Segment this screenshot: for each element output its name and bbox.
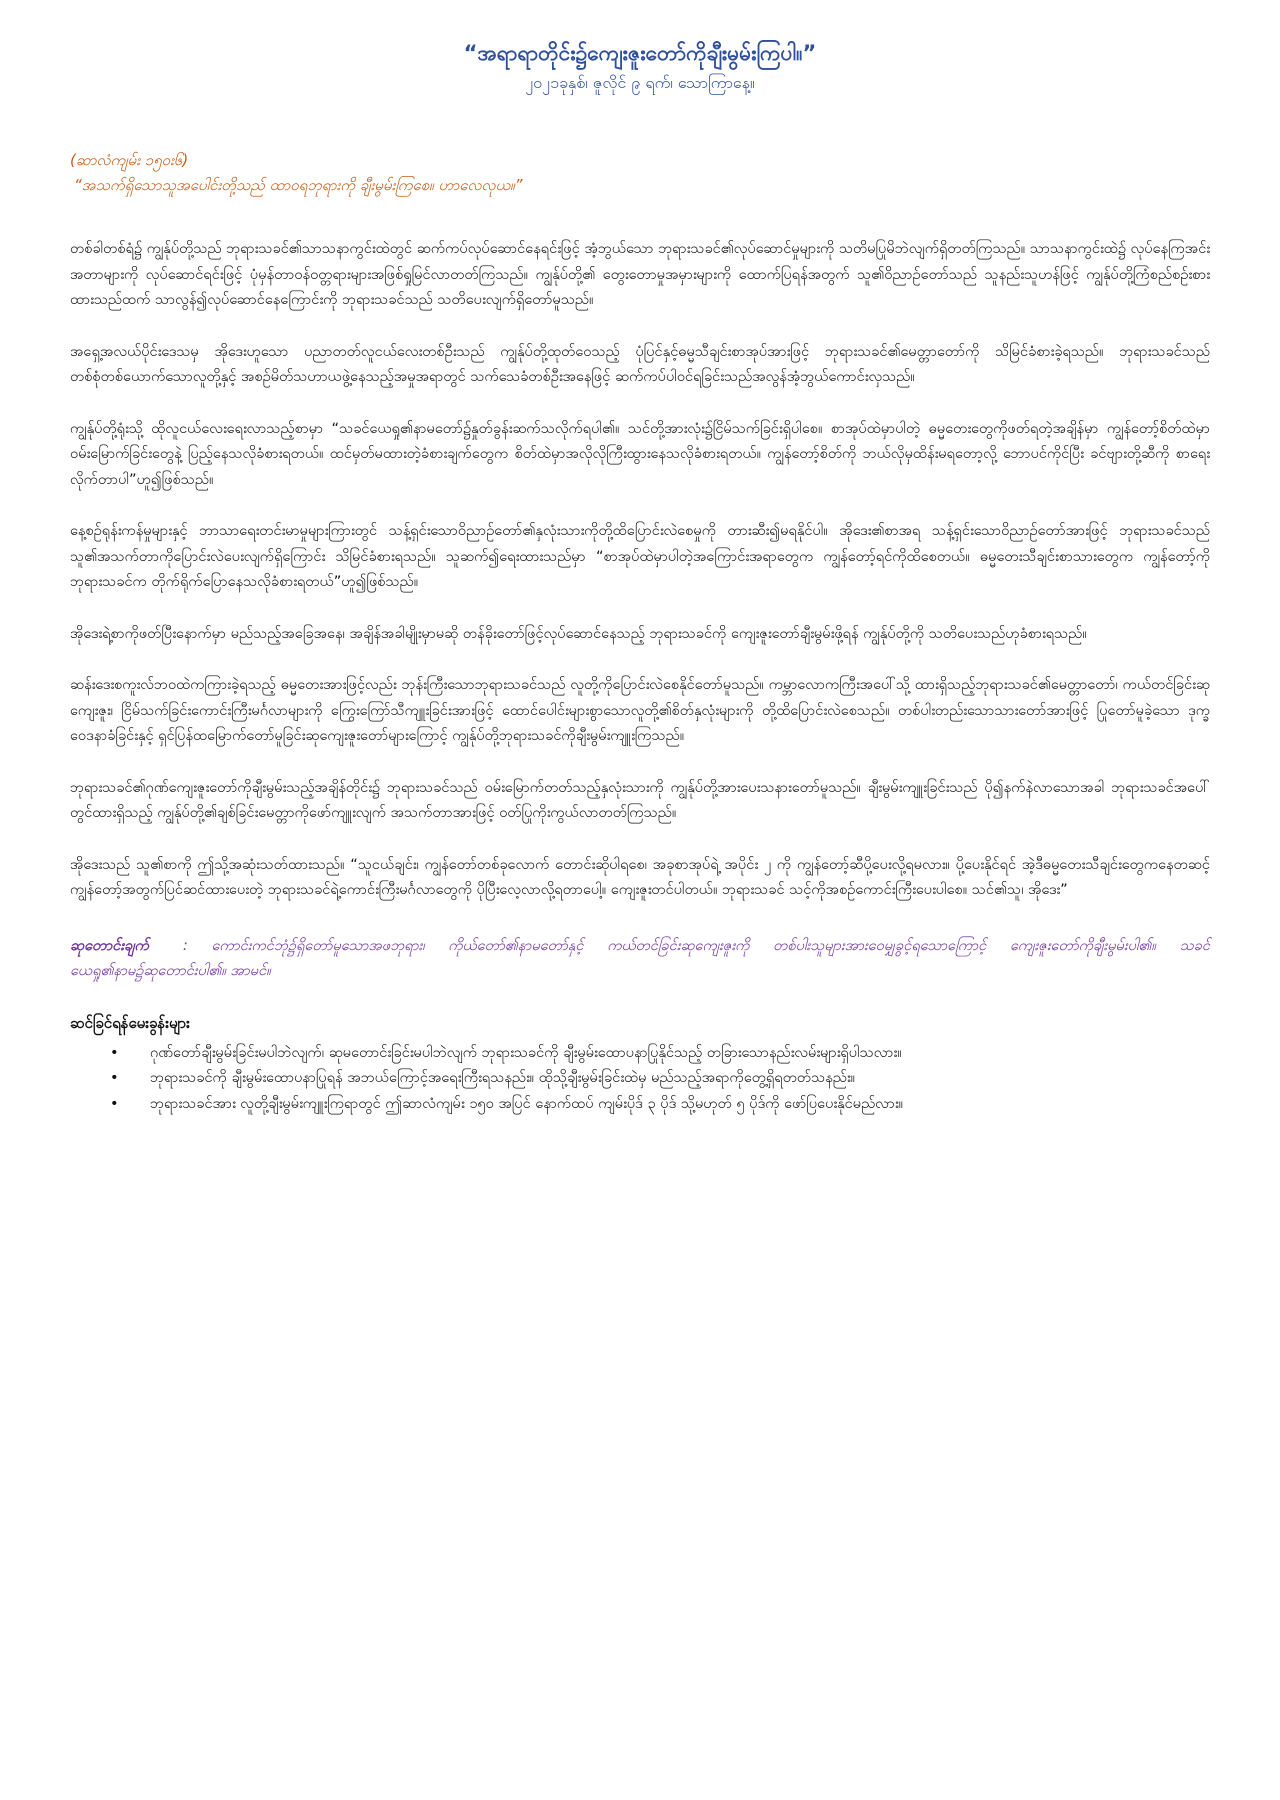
prayer-label: ဆုတောင်းချက် [70, 936, 149, 954]
questions-heading: ဆင်ခြင်ရန်မေးခွန်းများ [70, 1013, 190, 1032]
question-text: ဘုရားသခင်အား လူတို့ချီးမွမ်းကျူးကြရာတွင် ဤဆာလံကျမ်း ၁၅၀ အပြင် နောက်ထပ် ကျမ်းပိုဒ် ၃ ပိုဒ် သို့မဟုတ် ၅ ပိုဒ်ကို ဖော်ပြပေးနိုင်မည်လား။ [150, 1094, 903, 1112]
verse-text: “အသက်ရှိသောသူအပေါင်းတို့သည် ထာဝရဘုရားကို ချီးမွမ်းကြစေ။ ဟာလေလုယ။” [74, 176, 523, 194]
scripture-verse [70, 148, 1210, 198]
paragraph-8: အိုဒေးသည် သူ၏စာကို ဤသို့အဆုံးသတ်ထားသည်။ “သူငယ်ချင်း၊ ကျွန်တော်တစ်ခုလောက် တောင်းဆိုပါရစေ၊ အခုစာအုပ်ရဲ့ အပိုင်း ၂ ကို ကျွန်တော့်ဆီပို့ပေးလို့ရမလား။ ပို့ပေးနိုင်ရင် အဲ့ဒီဓမ္မတေးသီချင်းတွေကနေတဆင့် ကျွန်တော့်အတွက်ပြင်ဆင်ထားပေးတဲ့ ဘုရားသခင်ရဲ့ကောင်းကြီးမင်္ဂလာတွေကို ပိုပြီးလေ့လာလို့ရတာပေါ့။ ကျေးဇူးတင်ပါတယ်။ ဘုရားသခင် သင့်ကိုအစဉ်ကောင်းကြီးပေးပါစေ။ သင်၏သူ၊ အိုဒေး” [70, 855, 1210, 898]
paragraph-1: တစ်ခါတစ်ရံ၌ ကျွန်ုပ်တို့သည် ဘုရားသခင်၏သာသနာကွင်းထဲတွင် ဆက်ကပ်လုပ်ဆောင်နေရင်းဖြင့် အံ့ဘွယ်သော ဘုရားသခင်၏လုပ်ဆောင်မှုများကို သတိမပြုမိဘဲလျက်ရှိတတ်ကြသည်။ သာသနာကွင်းထဲ၌ လုပ်နေကြအင်းအတာများကို လုပ်ဆောင်ရင်းဖြင့် ပုံမှန်တာဝန်ဝတ္တရားများအဖြစ်ရှုမြင်လာတတ်ကြသည်။ ကျွန်ုပ်တို့၏ တွေးတောမှုအမှားများကို ထောက်ပြရန်အတွက် သူ၏ဝိညာဉ်တော်သည် သူနည်းသူဟန်ဖြင့် ကျွန်ုပ်တို့ကြံစည်စဉ်းစားထားသည်ထက် သာလွန်၍လုပ်ဆောင်နေကြောင်းကို ဘုရားသခင်သည် သတိပေးလျက်ရှိတော်မူသည်။ [70, 240, 1210, 308]
prayer [70, 933, 1210, 984]
verse-reference: (ဆာလံကျမ်း ၁၅၀း၆) [70, 151, 189, 169]
prayer-text: : ကောင်းကင်ဘုံ၌ရှိတော်မူသောအဖဘုရား၊ ကိုယ်တော်၏နာမတော်နှင့် ကယ်တင်ခြင်းဆုကျေးဇူးကို တစ်ပါးသူများအားဝေမျှခွင့်ရသောကြောင့် ကျေးဇူးတော်ကိုချီးမွမ်းပါ၏။ သခင်ယေရှု၏နာမ၌ဆုတောင်းပါ၏။ အာမင်။ [70, 936, 1210, 979]
question-text: ဂုဏ်တော်ချီးမွမ်းခြင်းမပါဘဲလျက်၊ ဆုမတောင်းခြင်းမပါဘဲလျက် ဘုရားသခင်ကို ချီးမွမ်းထောပနာပြုနိုင်သည့် တခြားသောနည်းလမ်းများရှိပါသလား။ [150, 1043, 902, 1061]
paragraph-6: ဆန်းဒေးစကူးလ်ဘဝထဲကကြားခဲ့ရသည့် ဓမ္မတေးအားဖြင့်လည်း ဘုန်းကြီးသောဘုရားသခင်သည် လူတို့ကိုပြောင်းလဲစေနိုင်တော်မူသည်။ ကမ္ဘာလောကကြီးအပေါ်သို့ ထားရှိသည့်ဘုရားသခင်၏မေတ္တာတော်၊ ကယ်တင်ခြင်းဆုကျေးဇူး၊ ငြိမ်သက်ခြင်းကောင်းကြီးမင်္ဂလာများကို ကြွေးကြော်သီကျူးခြင်းအားဖြင့် ထောင်ပေါင်းများစွာသောလူတို့၏စိတ်နှလုံးများကို တို့ထိပြောင်းလဲစေသည်။ တစ်ပါးတည်းသောသားတော်အားဖြင့် ပြုတော်မူခဲ့သော ဒုက္ခဝေဒနာခံခြင်းနှင့် ရှင်ပြန်ထမြောက်တော်မူခြင်းဆုကျေးဇူးတော်များကြောင့် ကျွန်ုပ်တို့ဘုရားသခင်ကိုချီးမွမ်းကျူးကြသည်။ [70, 676, 1210, 744]
paragraph-5: အိုဒေးရဲ့စာကိုဖတ်ပြီးနောက်မှာ မည်သည့်အခြေအနေ၊ အချိန်အခါမျိုးမှာမဆို တန်ခိုးတော်ဖြင့်လုပ်ဆောင်နေသည့် ဘုရားသခင်ကို ကျေးဇူးတော်ချီးမွမ်းဖို့ရန် ကျွန်ုပ်တို့ကို သတိပေးသည်ဟုခံစားရသည်။ [70, 624, 1087, 642]
paragraph-7: ဘုရားသခင်၏ဂုဏ်ကျေးဇူးတော်ကိုချီးမွမ်းသည့်အချိန်တိုင်း၌ ဘုရားသခင်သည် ဝမ်းမြောက်တတ်သည့်နှလုံးသားကို ကျွန်ုပ်တို့အားပေးသနားတော်မူသည်။ ချီးမွမ်းကျူးခြင်းသည် ပို၍နက်နဲလာသောအခါ ဘုရားသခင်အပေါ်တွင်ထားရှိသည့် ကျွန်ုပ်တို့၏ချစ်ခြင်းမေတ္တာကိုဖော်ကျူးလျက် အသက်တာအားဖြင့် ဝတ်ပြုကိုးကွယ်လာတတ်ကြသည်။ [70, 778, 1210, 821]
reflection-questions [70, 1010, 1210, 1117]
paragraph-2: အရှေ့အလယ်ပိုင်းဒေသမှ အိုဒေးဟူသော ပညာတတ်လူငယ်လေးတစ်ဦးသည် ကျွန်ုပ်တို့ထုတ်ဝေသည့် ပုံပြင်နှင့်ဓမ္မသီချင်းစာအုပ်အားဖြင့် ဘုရားသခင်၏မေတ္တာတော်ကို သိမြင်ခံစားခဲ့ရသည်။ ဘုရားသခင်သည် တစ်စုံတစ်ယောက်သောလူတို့နှင့် အစဉ်မိတ်သဟာယဖွဲ့နေသည့်အမှုအရာတွင် သက်သေခံတစ်ဦးအနေဖြင့် ဆက်ကပ်ပါဝင်ရခြင်းသည်အလွန်အံ့ဘွယ်ကောင်းလှသည်။ [70, 342, 1210, 385]
questions-list [70, 1040, 1210, 1117]
list-item [110, 1091, 1210, 1117]
list-item [110, 1065, 1210, 1091]
page-date: ၂၀၂၁ခုနှစ်၊ ဇူလိုင် ၉ ရက်၊ သောကြာနေ့။ [525, 73, 755, 92]
list-item [110, 1040, 1210, 1066]
paragraph-4: နေ့စဉ်ရုန်းကန်မှုများနှင့် ဘာသာရေးတင်းမာမှုများကြားတွင် သန့်ရှင်းသောဝိညာဉ်တော်၏နှလုံးသားကိုတို့ထိပြောင်းလဲစေမှုကို တားဆီး၍မရနိုင်ပါ။ အိုဒေး၏စာအရ သန့်ရှင်းသောဝိညာဉ်တော်အားဖြင့် ဘုရားသခင်သည် သူ၏အသက်တာကိုပြောင်းလဲပေးလျက်ရှိကြောင်း သိမြင်ခံစားရသည်။ သူဆက်၍ရေးထားသည်မှာ “စာအုပ်ထဲမှာပါတဲ့အကြောင်းအရာတွေက ကျွန်တော့်ရင်ကိုထိစေတယ်။ ဓမ္မတေးသီချင်းစာသားတွေက ကျွန်တော့်ကိုဘုရားသခင်က တိုက်ရိုက်ပြောနေသလိုခံစားရတယ်”ဟူ၍ဖြစ်သည်။ [70, 522, 1210, 590]
paragraph-3: ကျွန်ုပ်တို့ရုံးသို့ ထိုလူငယ်လေးရေးလာသည့်စာမှာ “သခင်ယေရှု၏နာမတော်၌နှုတ်ခွန်းဆက်သလိုက်ရပါ၏။ သင်တို့အားလုံး၌ငြိမ်သက်ခြင်းရှိပါစေ။ စာအုပ်ထဲမှာပါတဲ့ ဓမ္မတေးတွေကိုဖတ်ရတဲ့အချိန်မှာ ကျွန်တော့်စိတ်ထဲမှာဝမ်းမြောက်ခြင်းတွေနဲ့ ပြည့်နေသလိုခံစားရတယ်။ ထင်မှတ်မထားတဲ့ခံစားချက်တွေက စိတ်ထဲမှာအလိုလိုကြီးထွားနေသလိုခံစားရတယ်။ ကျွန်တော့်စိတ်ကို ဘယ်လိုမှထိန်းမရတော့လို့ ဘောပင်ကိုင်ပြီး ခင်ဗျားတို့ဆီကို စာရေးလိုက်တာပါ”ဟူ၍ဖြစ်သည်။ [70, 419, 1210, 488]
bullet-icon: • [110, 1094, 119, 1112]
question-text: ဘုရားသခင်ကို ချီးမွမ်းထောပနာပြုရန် အဘယ်ကြောင့်အရေးကြီးရသနည်း။ ထိုသို့ချီးမွမ်းခြင်းထဲမှ မည်သည့်အရာကိုတွေ့ရှိရတတ်သနည်း။ [150, 1069, 856, 1086]
bullet-icon: • [110, 1043, 119, 1061]
page-header [70, 38, 1210, 96]
bullet-icon: • [110, 1069, 119, 1086]
page-title: “အရာရာတိုင်း၌ကျေးဇူးတော်ကိုချီးမွမ်းကြပါ။” [463, 41, 817, 65]
